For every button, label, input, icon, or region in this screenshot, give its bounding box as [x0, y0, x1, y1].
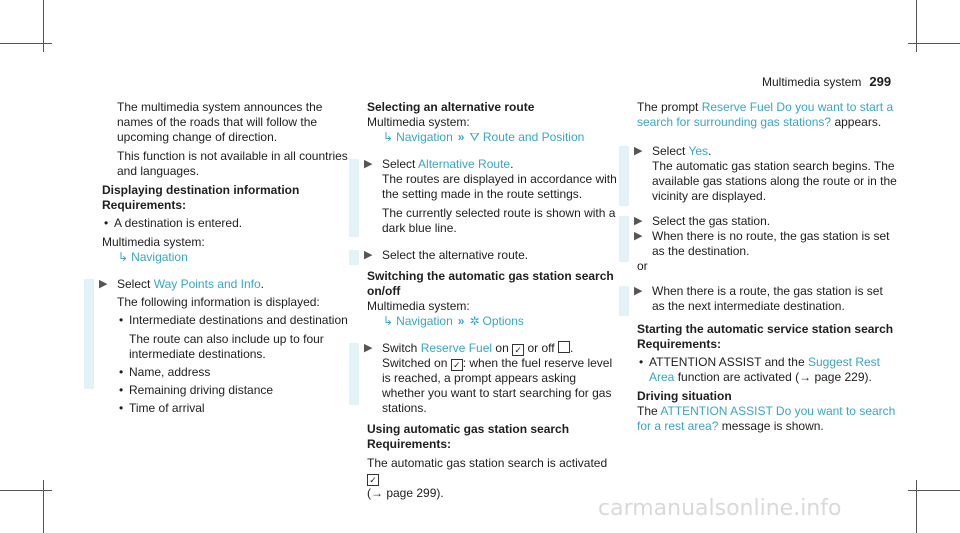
navigation-link[interactable]: Navigation	[131, 250, 188, 264]
paragraph: The automatic gas station search is activated ✓	[367, 456, 608, 485]
watermark: carmanualsonline.info	[598, 496, 842, 521]
step-bar	[619, 216, 629, 262]
crop-mark	[916, 0, 917, 52]
nav-path	[102, 250, 357, 265]
section-heading: Starting the automatic service station search	[637, 322, 894, 336]
list-item: • Time of arrival	[117, 401, 357, 416]
list-item: • Intermediate destinations and destination	[117, 313, 357, 328]
menu-arrow-icon: ↳	[118, 250, 129, 264]
section-heading: Selecting an alternative route	[367, 100, 535, 114]
crop-mark	[43, 480, 44, 533]
paragraph: The route can also include up to four intermediate destinations.	[129, 332, 324, 361]
step-arrow-icon: ▶	[99, 278, 108, 290]
menu-arrow-icon: ↳	[383, 314, 394, 328]
instruction-step	[349, 341, 617, 416]
navigation-link[interactable]: Navigation	[396, 314, 453, 328]
paragraph: The ATTENTION ASSIST Do you want to search for a rest area? message is shown.	[637, 404, 896, 433]
step-arrow-icon: ▶	[634, 145, 643, 157]
suggest-rest-area-link[interactable]: Suggest Rest Area	[649, 355, 881, 384]
column-3	[634, 100, 897, 434]
crop-mark	[43, 0, 44, 52]
route-position-link[interactable]: ⛛ Route and Position	[469, 130, 585, 144]
step-bar	[84, 279, 94, 389]
section-heading: Using automatic gas station search	[367, 422, 570, 436]
checkbox-checked-icon: ✓	[512, 344, 524, 356]
menu-arrow-icon: ↳	[383, 130, 394, 144]
multimedia-label: Multimedia system:	[367, 115, 470, 129]
step-arrow-icon: ▶	[364, 342, 373, 354]
paragraph: The routes are displayed in accordance with the setting made in the route settings.	[382, 172, 617, 201]
paragraph: Switched on ✓ : when the fuel reserve level is reached, a prompt appears asking whether you want to start searching for gas stations.	[382, 356, 613, 415]
page-header	[762, 74, 891, 89]
reserve-fuel-prompt-link[interactable]: Reserve Fuel Do you want to start a search for surrounding gas stations?	[637, 100, 894, 129]
section-heading: Switching the automatic gas station search on/off	[367, 269, 614, 298]
step-text: When there is a route, the gas station is set as the next intermediate destination.	[652, 284, 883, 313]
step-text: When there is no route, the gas station is set as the destination.	[652, 229, 890, 258]
section-heading: Displaying destination information	[102, 183, 300, 197]
checkbox-empty-icon	[558, 341, 570, 353]
column-1	[99, 100, 357, 416]
step-text: Select the alternative route.	[382, 248, 529, 262]
instruction-step	[619, 284, 897, 314]
step-text: Select Yes.	[652, 144, 712, 158]
header-title: Multimedia system	[762, 75, 862, 89]
paragraph: The currently selected route is shown with a dark blue line.	[382, 206, 616, 235]
page-reference: (→ page 299).	[367, 486, 444, 500]
alternative-route-link[interactable]: Alternative Route	[418, 157, 511, 171]
requirements-label: Requirements:	[637, 337, 722, 351]
crop-mark	[0, 490, 52, 491]
column-2	[364, 100, 617, 501]
step-bar	[349, 343, 359, 405]
step-arrow-icon: ▶	[634, 215, 643, 227]
step-text: Select Way Points and Info.	[117, 277, 264, 291]
nav-path	[367, 314, 617, 329]
step-bar	[619, 286, 629, 316]
step-arrow-icon: ▶	[634, 285, 643, 297]
crop-mark	[916, 480, 917, 533]
step-text: Switch Reserve Fuel on ✓ or off .	[382, 341, 574, 355]
list-item-text: A destination is entered.	[114, 216, 243, 230]
step-text: Select Alternative Route.	[382, 157, 514, 171]
paragraph: The multimedia system announces the names of the roads that will follow the upcoming change of direction.	[117, 100, 323, 144]
paragraph: The following information is displayed:	[117, 295, 320, 309]
instruction-step	[349, 157, 617, 236]
step-bar	[349, 250, 359, 265]
list-item: • Remaining driving distance	[117, 383, 357, 398]
step-arrow-icon: ▶	[364, 249, 373, 261]
page-number: 299	[869, 74, 892, 89]
reserve-fuel-link[interactable]: Reserve Fuel	[420, 341, 493, 355]
route-icon: ⛛	[469, 130, 480, 144]
list-item: • Name, address	[117, 365, 357, 380]
multimedia-label: Multimedia system:	[102, 235, 205, 249]
paragraph: This function is not available in all countries and languages.	[117, 149, 348, 178]
nav-path	[367, 130, 617, 145]
paragraph: The prompt Reserve Fuel Do you want to start a search for surrounding gas stations? appears.	[637, 100, 894, 129]
paragraph: The automatic gas station search begins. The available gas stations along the route or in the vicinity are displayed.	[652, 159, 897, 203]
step-bar	[619, 146, 629, 206]
requirements-label: Requirements:	[102, 198, 187, 212]
section-heading: Driving situation	[637, 389, 732, 403]
multimedia-label: Multimedia system:	[367, 299, 470, 313]
options-link[interactable]: ✲ Options	[469, 314, 524, 328]
checkbox-checked-icon: ✓	[367, 474, 379, 486]
instruction-step	[619, 144, 897, 204]
step-arrow-icon: ▶	[364, 158, 373, 170]
navigation-link[interactable]: Navigation	[396, 130, 453, 144]
step-bar	[349, 159, 359, 237]
list-item	[102, 216, 357, 231]
step-text: Select the gas station.	[652, 214, 771, 228]
way-points-link[interactable]: Way Points and Info	[153, 277, 261, 291]
step-arrow-icon: ▶	[634, 230, 643, 242]
requirements-label: Requirements:	[367, 437, 452, 451]
attention-assist-link[interactable]: ATTENTION ASSIST Do you want to search for a rest area?	[637, 404, 896, 433]
instruction-step	[619, 214, 897, 259]
instruction-step	[349, 248, 617, 263]
crop-mark	[0, 43, 52, 44]
gear-icon: ✲	[469, 314, 480, 328]
chevron-right-icon: »	[457, 130, 465, 144]
or-text: or	[637, 259, 648, 273]
chevron-right-icon: »	[457, 314, 465, 328]
yes-link[interactable]: Yes	[688, 144, 709, 158]
checkbox-checked-icon: ✓	[451, 359, 463, 371]
list-item: • ATTENTION ASSIST and the Suggest Rest Area function are activated (→ page 229).	[637, 355, 897, 385]
instruction-step	[84, 277, 357, 416]
